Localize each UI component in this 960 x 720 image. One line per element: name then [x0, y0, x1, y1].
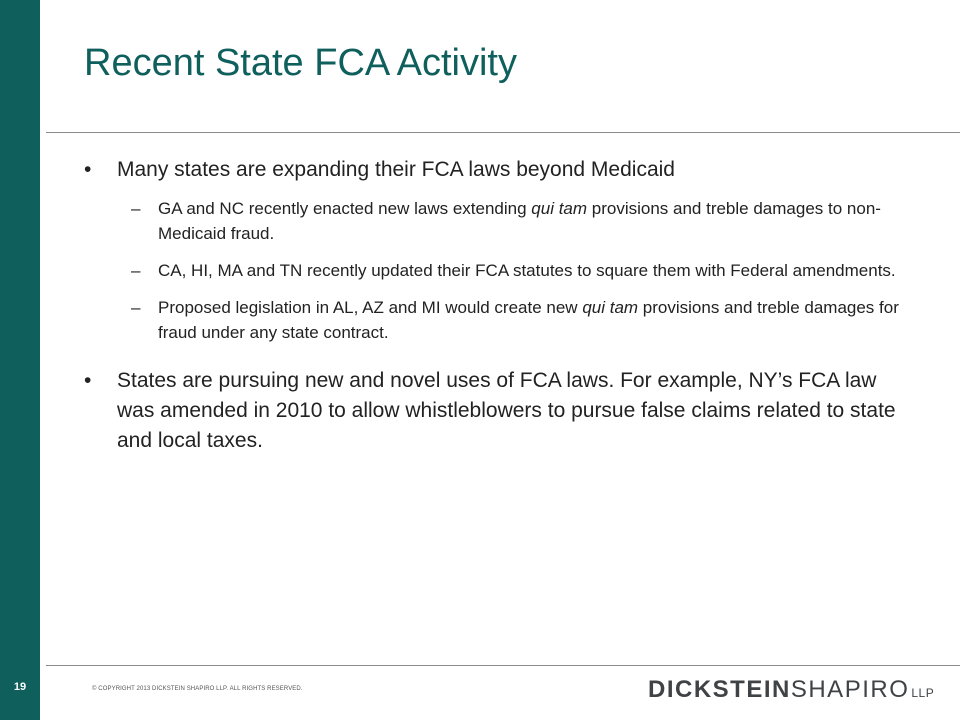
logo-text-secondary: SHAPIRO	[790, 676, 910, 703]
slide-title: Recent State FCA Activity	[84, 42, 517, 84]
sub-bullet-item	[131, 196, 904, 246]
copyright-notice: © COPYRIGHT 2013 DICKSTEIN SHAPIRO LLP. ALL RIGHTS RESERVED.	[92, 686, 303, 692]
slide-number: 19	[13, 681, 27, 693]
sub-bullet-text-part: Proposed legislation in AL, AZ and MI would create new	[158, 298, 583, 317]
sub-bullet-emphasis: qui tam	[582, 298, 639, 317]
sub-bullet-emphasis: qui tam	[531, 199, 588, 218]
bullet-item	[84, 366, 904, 456]
logo-text-llp: LLP	[911, 686, 935, 700]
sub-bullet-text-part: GA and NC recently enacted new laws extending	[158, 199, 532, 218]
sub-bullet-text-part: provisions and treble damages to non-Medicaid fraud.	[158, 199, 881, 243]
bullet-item	[84, 155, 904, 185]
sub-bullet-text	[158, 295, 904, 345]
sub-bullet-item	[131, 258, 904, 283]
footer-divider	[46, 665, 960, 666]
sub-bullet-marker: –	[131, 261, 141, 280]
bullet-marker: •	[84, 369, 92, 392]
sub-bullet-text	[158, 196, 904, 246]
sub-bullet-item	[131, 295, 904, 345]
slide-content	[84, 155, 904, 456]
sub-bullet-marker: –	[131, 298, 141, 317]
sub-bullet-text-part: CA, HI, MA and TN recently updated their FCA statutes to square them with Federal amendments.	[158, 261, 896, 280]
company-logo	[648, 676, 934, 704]
bullet-text: Many states are expanding their FCA laws beyond Medicaid	[117, 158, 675, 181]
sub-bullet-text-part: provisions and treble damages for fraud under any state contract.	[158, 298, 899, 342]
logo-text-primary: DICKSTEIN	[648, 676, 791, 703]
sub-bullet-marker: –	[131, 199, 141, 218]
bullet-marker: •	[84, 158, 92, 181]
sub-bullet-text	[158, 258, 904, 283]
title-divider	[46, 132, 960, 133]
sidebar-bar	[0, 0, 40, 720]
bullet-text: States are pursuing new and novel uses of FCA laws. For example, NY’s FCA law was amended in 2010 to allow whistleblowers to pursue false claims related to state and local taxes.	[117, 369, 896, 452]
